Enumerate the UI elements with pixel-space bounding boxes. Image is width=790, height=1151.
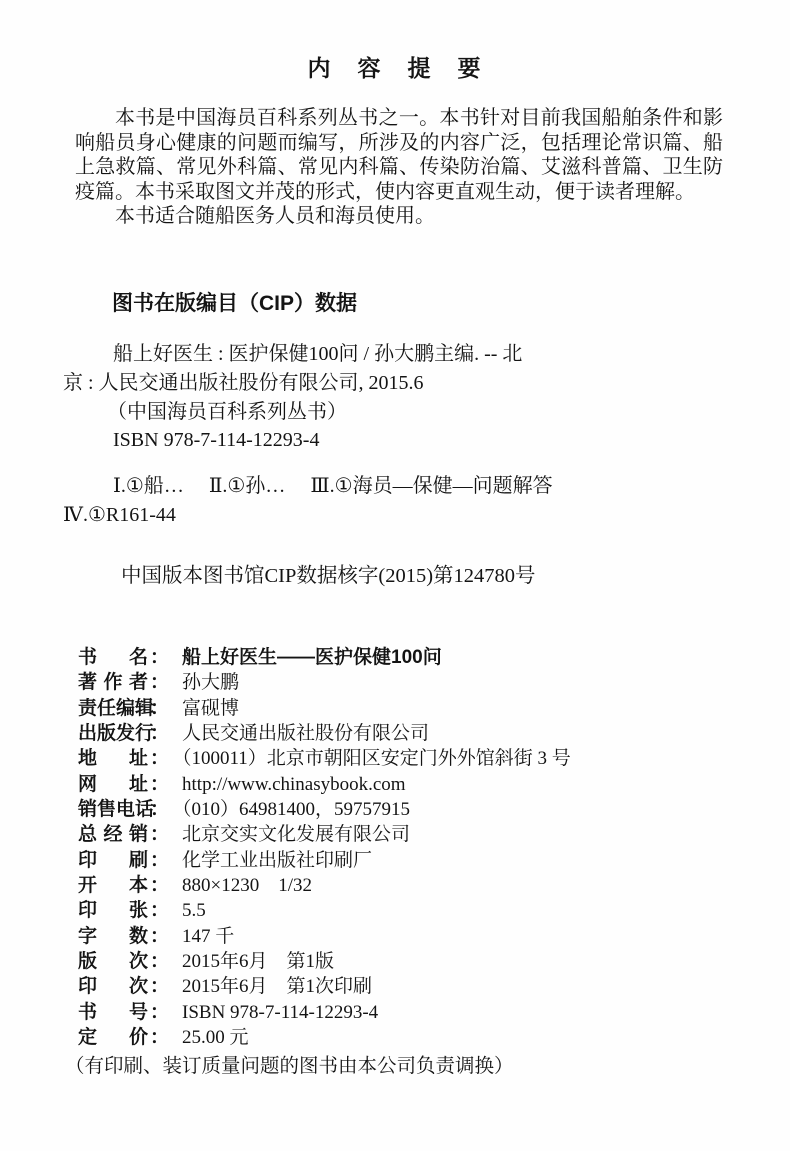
colophon-value: 北京交实文化发展有限公司: [182, 824, 411, 846]
colophon-colon: ：: [150, 925, 170, 947]
colophon-label: 责任编辑: [78, 697, 155, 719]
colophon-row: [78, 645, 738, 670]
colophon-value: 富砚博: [182, 697, 240, 719]
colophon-value: （010）64981400，59757915: [182, 799, 411, 821]
summary-paragraph: 本书是中国海员百科系列丛书之一。本书针对目前我国船舶条件和影响船员身心健康的问题而编写，所涉及的内容广泛，包括理论常识篇、船上急救篇、常见外科篇、常见内科篇、传染防治篇、艾滋科普篇、卫生防疫篇。本书采取图文并茂的形式，使内容更直观生动，便于读者理解。: [75, 107, 723, 203]
colophon-colon: ：: [150, 748, 170, 770]
colophon-label: 开本: [78, 875, 148, 897]
colophon-colon: ：: [150, 1001, 170, 1023]
colophon-value: 5.5: [182, 900, 206, 922]
colophon-value: 25.00 元: [182, 1027, 249, 1049]
colophon-colon: ：: [150, 723, 170, 745]
colophon-label: 印张: [78, 900, 148, 922]
colophon-label: 销售电话: [78, 799, 155, 821]
colophon-row: [78, 822, 738, 847]
colophon-colon: ：: [150, 697, 170, 719]
colophon-label: 字数: [78, 925, 148, 947]
colophon-label: 著作者: [78, 672, 148, 694]
colophon-colon: ：: [150, 773, 170, 795]
cip-record-block: [63, 340, 723, 455]
cip-title-line: 船上好医生 : 医护保健100问 / 孙大鹏主编. -- 北: [113, 343, 523, 365]
colophon-value: 147 千: [182, 925, 235, 947]
colophon-colon: ：: [150, 672, 170, 694]
summary-paragraph: 本书适合随船医务人员和海员使用。: [115, 205, 435, 228]
colophon-value: 880×1230 1/32: [182, 875, 313, 897]
colophon-label: 地址: [78, 748, 148, 770]
colophon-colon: ：: [150, 849, 170, 871]
colophon-colon: ：: [150, 875, 170, 897]
colophon-colon: ：: [150, 976, 170, 998]
quality-note: （有印刷、装订质量问题的图书由本公司负责调换）: [65, 1056, 514, 1077]
cip-isbn-line: ISBN 978-7-114-12293-4: [113, 429, 320, 452]
colophon-row: [78, 721, 738, 746]
colophon-row: [78, 772, 738, 797]
colophon-label: 出版发行: [78, 723, 155, 745]
colophon: [78, 645, 738, 1051]
colophon-row: [78, 949, 738, 974]
cip-record-number: 中国版本图书馆CIP数据核字(2015)第124780号: [121, 565, 536, 587]
colophon-row: [78, 974, 738, 999]
colophon-label: 印次: [78, 976, 148, 998]
classification-line: Ⅳ.①R161-44: [63, 503, 176, 526]
colophon-row: [78, 1025, 738, 1050]
colophon-value: 船上好医生——医护保健100问: [182, 647, 442, 668]
colophon-colon: ：: [150, 1027, 170, 1049]
colophon-row: [78, 797, 738, 822]
colophon-value: （100011）北京市朝阳区安定门外外馆斜街 3 号: [182, 748, 571, 770]
colophon-label: 书号: [78, 1001, 148, 1023]
colophon-colon: ：: [150, 647, 170, 668]
cip-series-line: （中国海员百科系列丛书）: [107, 400, 347, 423]
colophon-value: 人民交通出版社股份有限公司: [182, 723, 430, 745]
colophon-value: http://www.chinasybook.com: [182, 773, 406, 795]
cip-classification-block: [63, 472, 723, 529]
colophon-row: [78, 848, 738, 873]
colophon-row: [78, 924, 738, 949]
colophon-label: 网址: [78, 773, 148, 795]
colophon-value: 2015年6月 第1版: [182, 951, 335, 973]
colophon-value: 化学工业出版社印刷厂: [182, 849, 373, 871]
classification-line: Ⅰ.①船… Ⅱ.①孙… Ⅲ.①海员—保健—问题解答: [113, 475, 553, 497]
colophon-row: [78, 696, 738, 721]
colophon-row: [78, 746, 738, 771]
colophon-colon: ：: [150, 951, 170, 973]
colophon-label: 定价: [78, 1027, 148, 1049]
colophon-value: 孙大鹏: [182, 672, 240, 694]
colophon-colon: ：: [150, 799, 170, 821]
colophon-row: [78, 670, 738, 695]
colophon-row: [78, 898, 738, 923]
colophon-row: [78, 873, 738, 898]
colophon-value: ISBN 978-7-114-12293-4: [182, 1001, 379, 1023]
colophon-value: 2015年6月 第1次印刷: [182, 976, 373, 998]
cip-publisher-line: 京 : 人民交通出版社股份有限公司, 2015.6: [63, 371, 424, 394]
summary-section: [75, 106, 723, 229]
colophon-label: 印刷: [78, 849, 148, 871]
colophon-label: 书名: [78, 647, 148, 668]
colophon-label: 版次: [78, 951, 148, 973]
colophon-row: [78, 1000, 738, 1025]
cip-header: 图书在版编目（CIP）数据: [112, 292, 358, 315]
colophon-label: 总经销: [78, 824, 148, 846]
colophon-colon: ：: [150, 824, 170, 846]
colophon-colon: ：: [150, 900, 170, 922]
summary-title: 内 容 提 要: [307, 55, 483, 81]
